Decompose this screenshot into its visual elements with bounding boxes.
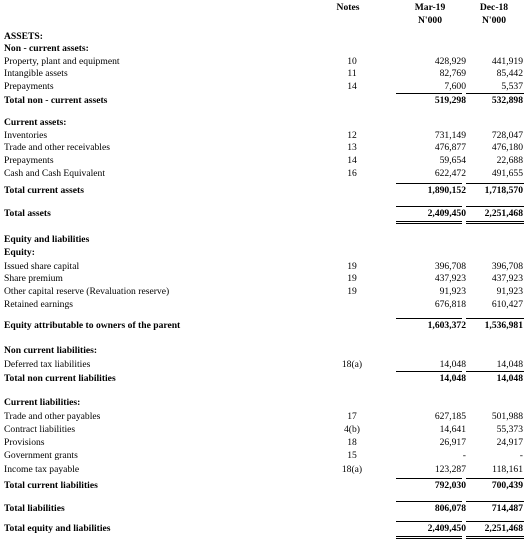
total-rule bbox=[466, 501, 524, 502]
row-value-dec18: 55,373 bbox=[496, 424, 523, 435]
total-rule bbox=[396, 501, 462, 502]
row-value-mar19: - bbox=[462, 450, 466, 461]
table-row bbox=[4, 130, 522, 142]
double-rule bbox=[466, 221, 524, 222]
total-rule bbox=[466, 183, 524, 184]
row-value-mar19: 59,654 bbox=[439, 155, 466, 166]
double-rule bbox=[466, 223, 524, 224]
table-row bbox=[4, 31, 522, 43]
table-row bbox=[4, 464, 522, 476]
row-value-dec18: 22,688 bbox=[496, 155, 523, 166]
total-rule bbox=[466, 93, 524, 94]
row-value-dec18: 700,439 bbox=[491, 480, 523, 491]
row-value-mar19: 1,603,372 bbox=[427, 320, 466, 331]
row-label: Non - current assets: bbox=[4, 43, 89, 54]
row-value-mar19: 26,917 bbox=[439, 437, 466, 448]
row-label: Total equity and liabilities bbox=[4, 523, 111, 534]
total-rule bbox=[396, 478, 462, 479]
table-row bbox=[4, 155, 522, 167]
row-value-dec18: 14,048 bbox=[496, 359, 523, 370]
dec18-header: Dec-18 bbox=[479, 2, 509, 13]
table-row bbox=[4, 43, 522, 55]
row-value-mar19: 676,818 bbox=[434, 299, 466, 310]
row-value-dec18: 441,919 bbox=[491, 56, 523, 67]
table-row bbox=[4, 480, 522, 492]
row-note: 13 bbox=[347, 142, 357, 153]
row-value-dec18: 491,655 bbox=[491, 168, 523, 179]
row-value-mar19: 476,877 bbox=[434, 142, 466, 153]
row-note: 15 bbox=[347, 450, 357, 461]
row-value-mar19: 14,048 bbox=[439, 373, 466, 384]
table-row bbox=[4, 234, 522, 246]
row-value-mar19: 14,048 bbox=[439, 359, 466, 370]
row-value-mar19: 437,923 bbox=[434, 273, 466, 284]
table-row bbox=[4, 345, 522, 357]
row-label: Government grants bbox=[4, 450, 78, 461]
row-value-dec18: - bbox=[519, 450, 523, 461]
row-label: Inventories bbox=[4, 130, 48, 141]
double-rule bbox=[396, 223, 462, 224]
row-label: ASSETS: bbox=[4, 31, 43, 42]
table-row bbox=[4, 286, 522, 298]
row-label: Property, plant and equipment bbox=[4, 56, 120, 67]
table-row bbox=[4, 523, 522, 535]
row-note: 11 bbox=[347, 68, 357, 79]
row-value-dec18: 2,251,468 bbox=[484, 208, 523, 219]
table-row bbox=[4, 142, 522, 154]
total-rule bbox=[396, 183, 462, 184]
row-value-mar19: 428,929 bbox=[434, 56, 466, 67]
row-note: 19 bbox=[347, 261, 357, 272]
total-rule bbox=[396, 318, 462, 319]
row-label: Cash and Cash Equivalent bbox=[4, 168, 105, 179]
row-value-dec18: 476,180 bbox=[491, 142, 523, 153]
double-rule bbox=[466, 538, 524, 539]
row-value-mar19: 82,769 bbox=[439, 68, 466, 79]
row-note: 10 bbox=[347, 56, 357, 67]
row-label: Total non - current assets bbox=[4, 95, 108, 106]
row-value-mar19: 396,708 bbox=[434, 261, 466, 272]
row-value-mar19: 14,641 bbox=[439, 424, 466, 435]
double-rule bbox=[396, 536, 462, 537]
total-rule bbox=[466, 521, 524, 522]
row-value-dec18: 1,536,981 bbox=[484, 320, 523, 331]
row-value-mar19: 2,409,450 bbox=[427, 208, 466, 219]
row-value-dec18: 91,923 bbox=[496, 286, 523, 297]
row-label: Prepayments bbox=[4, 81, 54, 92]
row-label: Non current liabilities: bbox=[4, 345, 98, 356]
row-label: Total non current liabilities bbox=[4, 373, 116, 384]
total-rule bbox=[466, 318, 524, 319]
row-label: Provisions bbox=[4, 437, 45, 448]
row-value-mar19: 1,890,152 bbox=[427, 185, 466, 196]
row-label: Contract liabilities bbox=[4, 424, 76, 435]
row-label: Equity and liabilities bbox=[4, 234, 90, 245]
row-value-dec18: 2,251,468 bbox=[484, 523, 523, 534]
row-value-mar19: 806,078 bbox=[434, 503, 466, 514]
row-value-mar19: 519,298 bbox=[434, 95, 466, 106]
row-value-dec18: 396,708 bbox=[491, 261, 523, 272]
row-value-dec18: 610,427 bbox=[491, 299, 523, 310]
row-label: Total liabilities bbox=[4, 503, 65, 514]
row-label: Current liabilities: bbox=[4, 397, 81, 408]
table-row bbox=[4, 437, 522, 449]
double-rule bbox=[396, 221, 462, 222]
table-row bbox=[4, 273, 522, 285]
row-value-dec18: 14,048 bbox=[496, 373, 523, 384]
table-row bbox=[4, 208, 522, 220]
row-label: Retained earnings bbox=[4, 299, 73, 310]
row-label: Intangible assets bbox=[4, 68, 68, 79]
row-value-mar19: 622,472 bbox=[434, 168, 466, 179]
row-value-dec18: 1,718,570 bbox=[484, 185, 523, 196]
row-note: 16 bbox=[347, 168, 357, 179]
row-value-mar19: 731,149 bbox=[434, 130, 466, 141]
row-note: 12 bbox=[347, 130, 357, 141]
table-row bbox=[4, 247, 522, 259]
table-row bbox=[4, 185, 522, 197]
row-note: 14 bbox=[347, 81, 357, 92]
row-value-dec18: 728,047 bbox=[491, 130, 523, 141]
total-rule bbox=[466, 478, 524, 479]
row-note: 18(a) bbox=[341, 464, 363, 475]
row-label: Equity: bbox=[4, 247, 35, 258]
total-rule bbox=[396, 206, 462, 207]
table-row bbox=[4, 450, 522, 462]
row-note: 14 bbox=[347, 155, 357, 166]
table-row bbox=[4, 503, 522, 515]
total-rule bbox=[466, 371, 524, 372]
row-value-dec18: 532,898 bbox=[491, 95, 523, 106]
row-label: Other capital reserve (Revaluation reserve) bbox=[4, 286, 170, 297]
double-rule bbox=[466, 536, 524, 537]
row-label: Equity attributable to owners of the parent bbox=[4, 320, 181, 331]
row-label: Trade and other payables bbox=[4, 411, 101, 422]
row-note: 19 bbox=[347, 286, 357, 297]
row-note: 17 bbox=[347, 411, 357, 422]
total-rule bbox=[396, 521, 462, 522]
row-label: Share premium bbox=[4, 273, 63, 284]
mar19-unit: N'000 bbox=[418, 15, 442, 26]
table-row bbox=[4, 397, 522, 409]
row-note: 4(b) bbox=[344, 424, 360, 435]
row-value-mar19: 2,409,450 bbox=[427, 523, 466, 534]
row-value-dec18: 437,923 bbox=[491, 273, 523, 284]
double-rule bbox=[396, 538, 462, 539]
table-row bbox=[4, 68, 522, 80]
row-value-mar19: 91,923 bbox=[439, 286, 466, 297]
row-value-dec18: 501,988 bbox=[491, 411, 523, 422]
row-label: Current assets: bbox=[4, 117, 67, 128]
table-row bbox=[4, 81, 522, 93]
table-row bbox=[4, 299, 522, 311]
dec18-unit: N'000 bbox=[482, 15, 506, 26]
row-label: Trade and other receivables bbox=[4, 142, 110, 153]
row-value-dec18: 85,442 bbox=[496, 68, 523, 79]
row-label: Total current assets bbox=[4, 185, 84, 196]
row-label: Prepayments bbox=[4, 155, 54, 166]
total-rule bbox=[396, 93, 462, 94]
table-row bbox=[4, 56, 522, 68]
row-label: Deferred tax liabilities bbox=[4, 359, 91, 370]
table-row bbox=[4, 168, 522, 180]
row-value-dec18: 118,161 bbox=[492, 464, 523, 475]
row-note: 18 bbox=[347, 437, 357, 448]
total-rule bbox=[396, 371, 462, 372]
table-row bbox=[4, 359, 522, 371]
row-value-dec18: 24,917 bbox=[496, 437, 523, 448]
total-rule bbox=[466, 206, 524, 207]
row-value-mar19: 123,287 bbox=[434, 464, 466, 475]
row-label: Issued share capital bbox=[4, 261, 80, 272]
notes-header: Notes bbox=[336, 2, 360, 13]
table-row bbox=[4, 95, 522, 107]
table-row bbox=[4, 424, 522, 436]
row-value-mar19: 792,030 bbox=[434, 480, 466, 491]
table-row bbox=[4, 261, 522, 273]
row-note: 18(a) bbox=[341, 359, 363, 370]
mar19-header: Mar-19 bbox=[414, 2, 446, 13]
row-value-mar19: 7,600 bbox=[444, 81, 466, 92]
row-value-dec18: 5,537 bbox=[501, 81, 523, 92]
table-row bbox=[4, 117, 522, 129]
table-row bbox=[4, 373, 522, 385]
row-label: Total assets bbox=[4, 208, 51, 219]
table-row bbox=[4, 411, 522, 423]
row-value-dec18: 714,487 bbox=[491, 503, 523, 514]
table-row bbox=[4, 320, 522, 332]
row-label: Total current liabilities bbox=[4, 480, 98, 491]
row-label: Income tax payable bbox=[4, 464, 80, 475]
row-value-mar19: 627,185 bbox=[434, 411, 466, 422]
row-note: 19 bbox=[347, 273, 357, 284]
